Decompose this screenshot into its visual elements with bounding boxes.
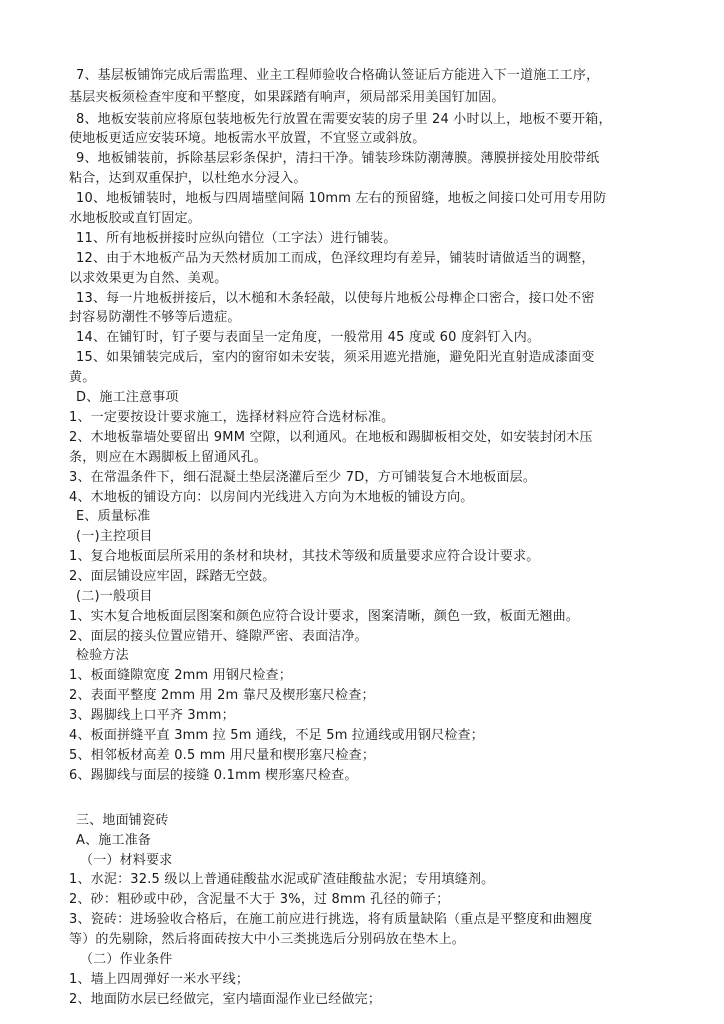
section-heading: E、质量标准 bbox=[76, 509, 151, 524]
text-line: 2、地面防水层已经做完，室内墙面湿作业已经做完； bbox=[69, 992, 382, 1007]
text-line: 7、基层板铺饰完成后需监理、业主工程师验收合格确认签证后方能进入下一道施工工序， bbox=[76, 68, 600, 83]
text-line: 4、板面拼缝平直 3mm 拉 5m 通线，不足 5m 拉通线或用钢尺检查； bbox=[69, 728, 484, 743]
text-line: 15、如果铺装完成后，室内的窗帘如未安装，须采用遮光措施，避免阳光直射造成漆面变 bbox=[76, 350, 595, 365]
text-line: 14、在铺钉时，钉子要与表面呈一定角度，一般常用 45 度或 60 度斜钉入内。 bbox=[76, 330, 541, 345]
text-line: 3、踢脚线上口平齐 3mm； bbox=[69, 708, 235, 723]
text-line: 1、水泥：32.5 级以上普通硅酸盐水泥或矿渣硅酸盐水泥；专用填缝剂。 bbox=[69, 872, 495, 887]
text-line: 2、木地板靠墙处要留出 9MM 空隙，以利通风。在地板和踢脚板相交处，如安装封闭木压 bbox=[69, 430, 593, 445]
text-line: 等）的先剔除，然后将面砖按大中小三类挑选后分别码放在垫木上。 bbox=[69, 932, 466, 947]
text-line: 3、在常温条件下，细石混凝土垫层浇灌后至少 7D，方可铺装复合木地板面层。 bbox=[69, 470, 537, 485]
text-line: 封容易防潮性不够等后遗症。 bbox=[69, 310, 241, 325]
subsection-heading: (二)一般项目 bbox=[76, 589, 153, 604]
text-line: 6、踢脚线与面层的接缝 0.1mm 楔形塞尺检查。 bbox=[69, 768, 358, 783]
text-line: 2、面层的接头位置应错开、缝隙严密、表面洁净。 bbox=[69, 629, 368, 644]
text-line: 13、每一片地板拼接后，以木槌和木条轻敲，以使每片地板公母榫企口密合，接口处不密 bbox=[76, 291, 595, 306]
text-line: 12、由于木地板产品为天然材质加工而成，色泽纹理均有差异，铺装时请做适当的调整， bbox=[76, 251, 595, 266]
text-line: 1、一定要按设计要求施工，选择材料应符合选材标准。 bbox=[69, 410, 395, 425]
text-line: 10、地板铺装时，地板与四周墙壁间隔 10mm 左右的预留缝，地板之间接口处可用专用防 bbox=[76, 191, 607, 206]
section-heading: A、施工准备 bbox=[76, 833, 152, 848]
text-line: 水地板胶或直钉固定。 bbox=[69, 211, 202, 226]
text-line: 3、瓷砖：进场验收合格后，在施工前应进行挑选，将有质量缺陷（重点是平整度和曲翘度 bbox=[69, 912, 593, 927]
chapter-heading: 三、地面铺瓷砖 bbox=[76, 813, 169, 828]
text-line: 粘合，达到双重保护，以杜绝水分浸入。 bbox=[69, 171, 307, 186]
text-line: 黄。 bbox=[69, 370, 96, 385]
text-line: 条，则应在木踢脚板上留通风孔。 bbox=[69, 450, 268, 465]
text-line: 1、板面缝隙宽度 2mm 用钢尺检查； bbox=[69, 668, 292, 683]
subsection-heading: (一)主控项目 bbox=[76, 529, 153, 544]
text-line: 1、实木复合地板面层图案和颜色应符合设计要求，图案清晰，颜色一致，板面无翘曲。 bbox=[69, 609, 580, 624]
text-line: 4、木地板的铺设方向：以房间内光线进入方向为木地板的铺设方向。 bbox=[69, 490, 474, 505]
text-line: 2、表面平整度 2mm 用 2m 靠尺及楔形塞尺检查； bbox=[69, 688, 375, 703]
text-line: 11、所有地板拼接时应纵向错位（工字法）进行铺装。 bbox=[76, 231, 397, 246]
subsection-heading: （二）作业条件 bbox=[80, 952, 173, 967]
text-line: 1、墙上四周弹好一米水平线； bbox=[69, 972, 250, 987]
text-line: 2、砂：粗砂或中砂，含泥量不大于 3%，过 8mm 孔径的筛子； bbox=[69, 892, 450, 907]
text-line: 8、地板安装前应将原包装地板先行放置在需要安装的房子里 24 小时以上，地板不要开箱， bbox=[76, 112, 612, 127]
text-line: 2、面层铺设应牢固，踩踏无空鼓。 bbox=[69, 569, 276, 584]
text-line: 使地板更适应安装环境。地板需水平放置，不宜竖立或斜放。 bbox=[69, 131, 426, 146]
text-line: 以求效果更为自然、美观。 bbox=[69, 271, 228, 286]
text-line: 1、复合地板面层所采用的条材和块材，其技术等级和质量要求应符合设计要求。 bbox=[69, 549, 540, 564]
subsection-heading: 检验方法 bbox=[76, 648, 129, 663]
section-heading: D、施工注意事项 bbox=[76, 390, 179, 405]
text-line: 基层夹板须检查牢度和平整度，如果踩踏有响声，须局部采用美国钉加固。 bbox=[69, 90, 505, 105]
text-line: 9、地板铺装前，拆除基层彩条保护，清扫干净。铺装珍珠防潮薄膜。薄膜拼接处用胶带纸 bbox=[76, 151, 600, 166]
text-line: 5、相邻板材高差 0.5 mm 用尺量和楔形塞尺检查； bbox=[69, 748, 376, 763]
subsection-heading: （一）材料要求 bbox=[80, 853, 173, 868]
